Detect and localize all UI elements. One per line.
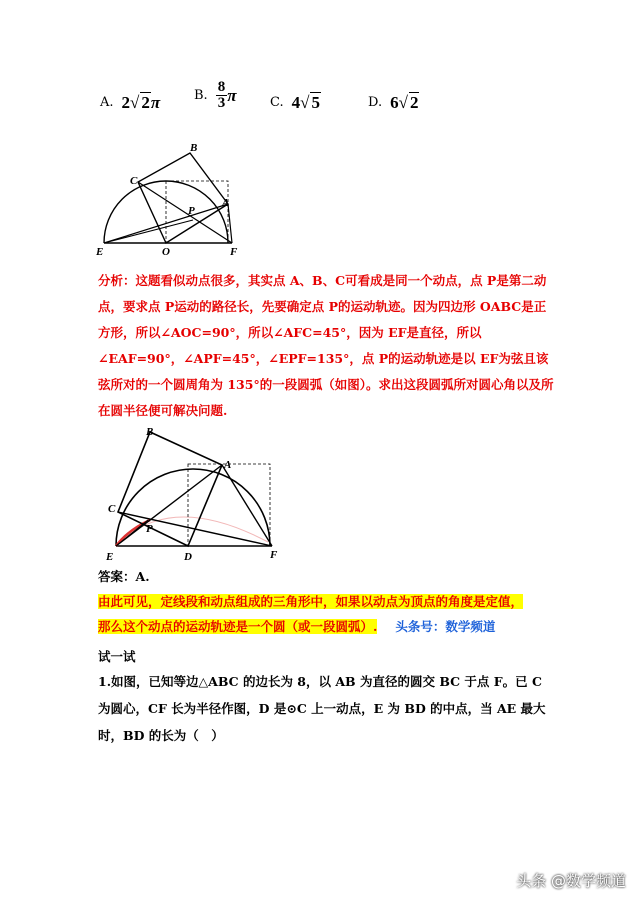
conclusion-line-1 [98, 591, 538, 613]
trial-heading: 试一试 [98, 649, 136, 664]
conclusion-line-2-text: 那么这个动点的运动轨迹是一个圆（或一段圆弧）. [98, 619, 378, 634]
option-b-fraction [216, 80, 228, 111]
toutiao-account: 头条号：数学频道 [395, 619, 496, 634]
line-ep [116, 520, 148, 546]
option-c-radicand: 5 [311, 93, 320, 112]
option-b-pi: π [227, 85, 237, 105]
figure-1-diagram [90, 140, 250, 260]
line-ep [104, 220, 193, 243]
option-a-coef: 2 [121, 92, 131, 112]
option-d-radicand: 2 [409, 93, 419, 112]
label-p: P [188, 205, 195, 217]
label-a: A [224, 459, 232, 471]
label-c: C [108, 503, 116, 515]
option-a-letter: A. [100, 95, 114, 110]
option-a-pi: π [150, 92, 161, 112]
option-d-letter: D. [368, 95, 383, 110]
label-b: B [146, 426, 154, 438]
option-c[interactable]: C. 4 √ 5 [270, 92, 320, 112]
square-oabc [138, 153, 228, 243]
option-c-letter: C. [270, 95, 284, 110]
label-a: A [222, 197, 230, 209]
option-b-numerator: 8 [217, 79, 226, 95]
line-af [222, 465, 272, 546]
option-b-denominator: 3 [217, 95, 226, 111]
label-c: C [130, 175, 138, 187]
conclusion-line-2 [98, 616, 538, 638]
label-b: B [190, 142, 198, 154]
label-p: P [146, 523, 153, 535]
line-af [228, 204, 232, 243]
watermark: 头条 @数学频道 [516, 872, 626, 890]
option-a-radicand: 2 [141, 93, 150, 112]
label-e: E [106, 551, 114, 563]
option-b-letter: B. [194, 88, 208, 103]
option-b[interactable] [194, 80, 236, 111]
option-a[interactable]: A. 2 √ 2 π [100, 92, 161, 112]
label-d: D [184, 551, 192, 563]
problem-1-text: 1.如图，已知等边△ABC 的边长为 8，以 AB 为直径的圆交 BC 于点 F。已 C 为圆心，CF 长为半径作图，D 是⊙C 上一动点，E 为 BD 的中点，当 AE 最大时，BD 的长为（ ） [98, 674, 546, 743]
label-o: O [162, 246, 170, 258]
conclusion-line-1-text: 由此可见，定线段和动点组成的三角形中，如果以动点为顶点的角度是定值， [98, 594, 524, 609]
figure-2-diagram [100, 420, 290, 565]
option-d[interactable]: D. 6 √ 2 [368, 92, 419, 112]
label-e: E [96, 246, 104, 258]
option-c-coef: 4 [291, 92, 301, 112]
analysis-paragraph: 分析：这题看似动点很多，其实点 A、B、C可看成是同一个动点，点 P是第二动点，要求点 P运动的路径长，先要确定点 P的运动轨迹。因为四边形 OABC是正方形，所以∠AOC=90°，所以∠AFC=45°，因为 EF是直径，所以∠EAF=90°，∠APF=45°，∠EPF=135°，点 P的运动轨迹是以 EF为弦且该弦所对的一个圆周角为 135°的一段圆弧（如图）。求出这段圆弧所对圆心角以及所在圆半径便可解决问题. [98, 273, 554, 418]
answer-text: 答案：A. [98, 569, 150, 584]
option-d-coef: 6 [390, 92, 399, 112]
label-f: F [270, 549, 278, 561]
label-f: F [230, 246, 238, 258]
